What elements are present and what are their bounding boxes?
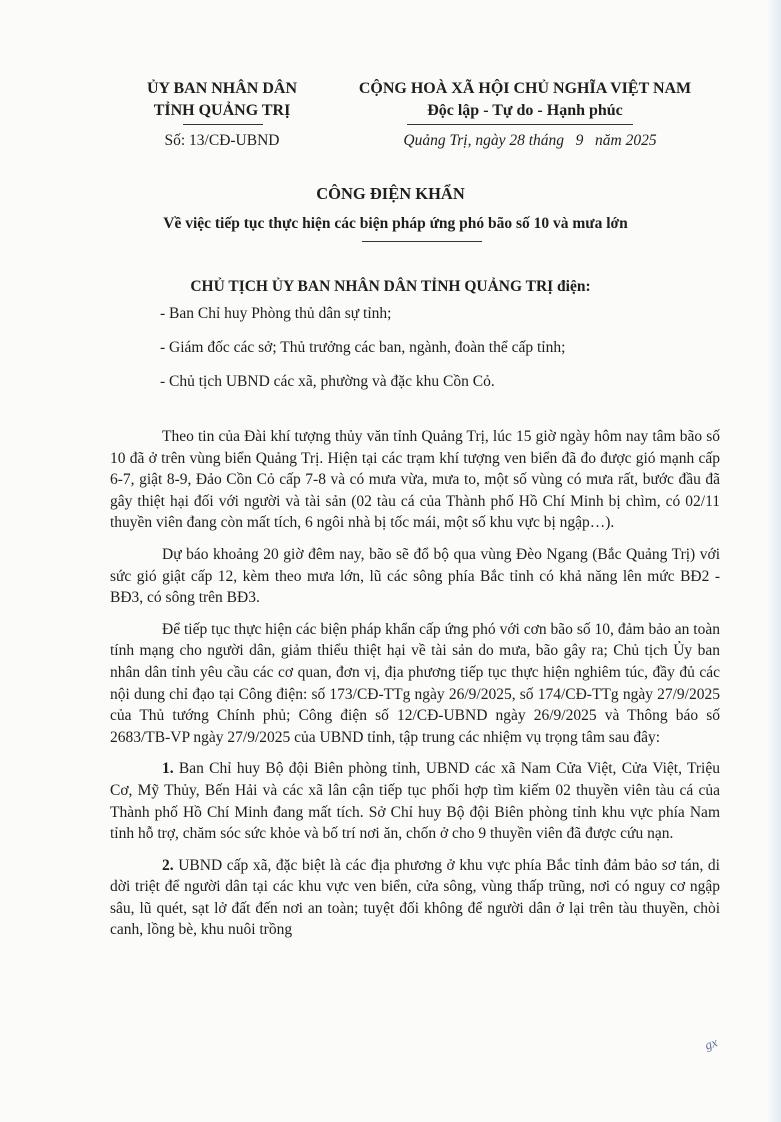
task-number: 1. <box>162 760 174 778</box>
recipient-item: - Chủ tịch UBND các xã, phường và đặc khu Cồn Cỏ. <box>160 373 495 390</box>
recipient-item: - Giám đốc các sở; Thủ trưởng các ban, ngành, đoàn thể cấp tỉnh; <box>160 339 566 356</box>
recipient-list <box>160 303 720 405</box>
place-date: Quảng Trị, ngày 28 tháng 9 năm 2025 <box>403 132 657 149</box>
org-name-line2: TỈNH QUẢNG TRỊ <box>153 102 291 119</box>
subtitle-underline <box>362 241 482 242</box>
document-body <box>110 426 720 951</box>
org-name-line1: ỦY BAN NHÂN DÂN <box>146 80 298 97</box>
document-title: CÔNG ĐIỆN KHẨN <box>316 184 465 203</box>
addresser: CHỦ TỊCH ỦY BAN NHÂN DÂN TỈNH QUẢNG TRỊ điện: <box>190 278 591 295</box>
task-text: Ban Chỉ huy Bộ đội Biên phòng tỉnh, UBND các xã Nam Cửa Việt, Cửa Việt, Triệu Cơ, Mỹ Thủy, Bến Hải và các xã lân cận tiếp tục phối hợp tìm kiếm 02 thuyền viên tàu cá của Thành phố Hồ Chí Minh đang mất tích. Sở Chỉ huy Bộ đội Biên phòng tỉnh khu vực phía Nam tỉnh hỗ trợ, chăm sóc sức khỏe và bố trí nơi ăn, chốn ở cho 9 thuyền viên đã được cứu nạn. <box>110 760 720 843</box>
issuing-organization <box>118 78 326 122</box>
document-subtitle: Về việc tiếp tục thực hiện các biện pháp ứng phó bão số 10 và mưa lớn <box>163 215 628 232</box>
recipient-item: - Ban Chỉ huy Phòng thủ dân sự tỉnh; <box>160 305 392 322</box>
nation-name: CỘNG HOÀ XÃ HỘI CHỦ NGHĨA VIỆT NAM <box>358 80 692 97</box>
task-item-1 <box>110 758 720 844</box>
handwritten-initial: gx <box>702 1034 720 1053</box>
motto-underline <box>407 124 633 125</box>
body-paragraph: Để tiếp tục thực hiện các biện pháp khẩn cấp ứng phó với cơn bão số 10, đảm bảo an toàn tính mạng cho người dân, giảm thiểu thiệt hại về tài sản do mưa, bão gây ra; Chủ tịch Ủy ban nhân dân tỉnh yêu cầu các cơ quan, đơn vị, địa phương tiếp tục thực hiện nghiêm túc, đầy đủ các nội dung chỉ đạo tại Công điện: số 173/CĐ-TTg ngày 26/9/2025, số 174/CĐ-TTg ngày 27/9/2025 của Thủ tướng Chính phủ; Công điện số 12/CĐ-UBND ngày 26/9/2025 và Thông báo số 2683/TB-VP ngày 27/9/2025 của UBND tỉnh, tập trung các nhiệm vụ trọng tâm sau đây: <box>110 620 720 746</box>
org-underline <box>183 124 263 125</box>
motto: Độc lập - Tự do - Hạnh phúc <box>427 102 623 119</box>
scan-edge <box>767 0 781 1122</box>
national-motto <box>330 78 720 122</box>
document-number: Số: 13/CĐ-UBND <box>164 132 280 149</box>
task-text: UBND cấp xã, đặc biệt là các địa phương ở khu vực phía Bắc tỉnh đảm bảo sơ tán, di dời triệt để người dân tại các khu vực ven biển, cửa sông, vùng thấp trũng, nơi có nguy cơ ngập sâu, lũ quét, sạt lở đất đến nơi an toàn; tuyệt đối không để người dân ở lại trên tàu thuyền, chòi canh, lồng bè, khu nuôi trồng <box>110 856 720 939</box>
task-number: 2. <box>162 856 174 874</box>
task-item-2 <box>110 855 720 941</box>
body-paragraph: Theo tin của Đài khí tượng thủy văn tỉnh Quảng Trị, lúc 15 giờ ngày hôm nay tâm bão số 10 đã ở trên vùng biển Quảng Trị. Hiện tại các trạm khí tượng ven biển đã đo được gió mạnh cấp 6-7, giật 8-9, Đảo Cồn Cỏ cấp 7-8 và có mưa vừa, mưa to, một số vùng có mưa rất, bước đầu đã gây thiệt hại đối với người và tài sản (02 tàu cá của Thành phố Hồ Chí Minh bị chìm, có 02/11 thuyền viên đang còn mất tích, 6 ngôi nhà bị tốc mái, một số khu vực bị ngập…). <box>110 428 720 532</box>
body-paragraph: Dự báo khoảng 20 giờ đêm nay, bão sẽ đổ bộ qua vùng Đèo Ngang (Bắc Quảng Trị) với sức gió giật cấp 12, kèm theo mưa lớn, lũ các sông phía Bắc tỉnh có khả năng lên mức BĐ2 - BĐ3, có sông trên BĐ3. <box>110 545 720 607</box>
